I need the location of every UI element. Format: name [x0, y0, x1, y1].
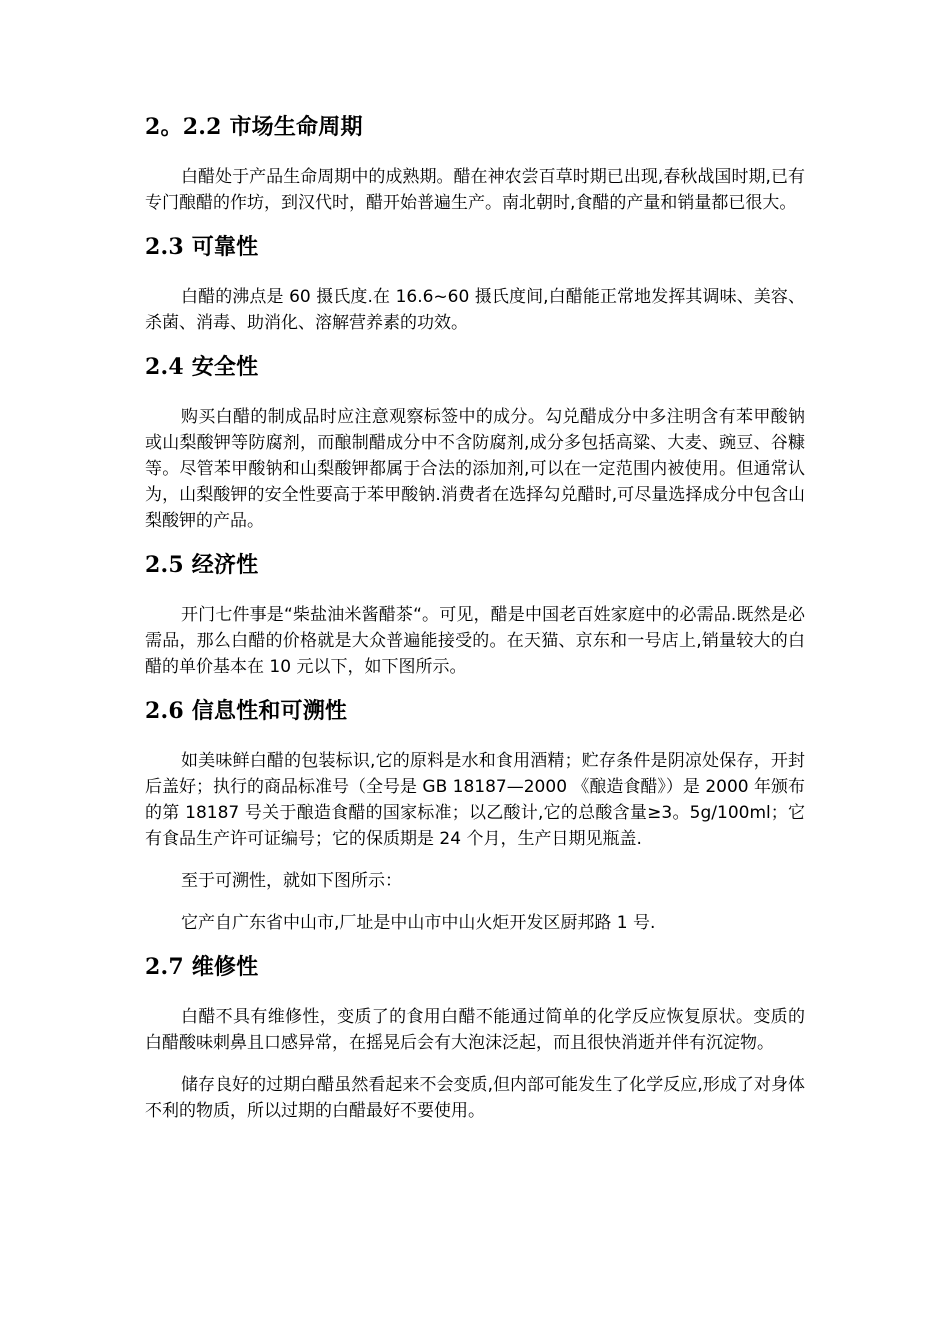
- section-heading: 2.7 维修性: [145, 954, 259, 980]
- section-heading: 2.6 信息性和可溯性: [145, 698, 348, 724]
- section-reliability: [145, 232, 805, 336]
- paragraph: 至于可溯性，就如下图所示：: [181, 871, 402, 891]
- document-body: [145, 112, 805, 1140]
- section-maintainability: [145, 952, 805, 1124]
- section-heading: 2.3 可靠性: [145, 234, 259, 260]
- section-safety: [145, 352, 805, 534]
- paragraph: 购买白醋的制成品时应注意观察标签中的成分。勾兑醋成分中多注明含有苯甲酸钠或山梨酸钾等防腐剂，而酿制醋成分中不含防腐剂,成分多包括高粱、大麦、豌豆、谷糠等。尽管苯甲酸钠和山梨酸钾都属于合法的添加剂,可以在一定范围内被使用。但通常认为，山梨酸钾的安全性要高于苯甲酸钠.消费者在选择勾兑醋时,可尽量选择成分中包含山梨酸钾的产品。: [145, 407, 805, 531]
- paragraph: 储存良好的过期白醋虽然看起来不会变质,但内部可能发生了化学反应,形成了对身体不利的物质，所以过期的白醋最好不要使用。: [145, 1075, 805, 1121]
- section-heading: 2.4 安全性: [145, 354, 259, 380]
- paragraph: 白醋处于产品生命周期中的成熟期。醋在神农尝百草时期已出现,春秋战国时期,已有专门酿醋的作坊，到汉代时，醋开始普遍生产。南北朝时,食醋的产量和销量都已很大。: [145, 167, 805, 213]
- paragraph: 如美味鲜白醋的包装标识,它的原料是水和食用酒精；贮存条件是阴凉处保存，开封后盖好；执行的商品标准号（全号是 GB 18187—2000 《酿造食醋》）是 2000 年颁布的第 18187 号关于酿造食醋的国家标准；以乙酸计,它的总酸含量≥3。5g/100ml；它有食品生产许可证编号；它的保质期是 24 个月，生产日期见瓶盖.: [145, 751, 805, 849]
- section-heading: 2。2.2 市场生命周期: [145, 114, 363, 140]
- section-information-traceability: [145, 696, 805, 936]
- paragraph: 开门七件事是“柴盐油米酱醋茶“。可见，醋是中国老百姓家庭中的必需品.既然是必需品，那么白醋的价格就是大众普遍能接受的。在天猫、京东和一号店上,销量较大的白醋的单价基本在 10 元以下，如下图所示。: [145, 605, 805, 677]
- paragraph: 白醋不具有维修性，变质了的食用白醋不能通过简单的化学反应恢复原状。变质的白醋酸味刺鼻且口感异常，在摇晃后会有大泡沫泛起，而且很快消逝并伴有沉淀物。: [145, 1007, 805, 1053]
- paragraph: 它产自广东省中山市,厂址是中山市中山火炬开发区厨邦路 1 号.: [181, 913, 656, 933]
- paragraph: 白醋的沸点是 60 摄氏度.在 16.6~60 摄氏度间,白醋能正常地发挥其调味、美容、杀菌、消毒、助消化、溶解营养素的功效。: [145, 287, 805, 333]
- section-market-lifecycle: [145, 112, 805, 216]
- section-heading: 2.5 经济性: [145, 552, 259, 578]
- section-economy: [145, 550, 805, 680]
